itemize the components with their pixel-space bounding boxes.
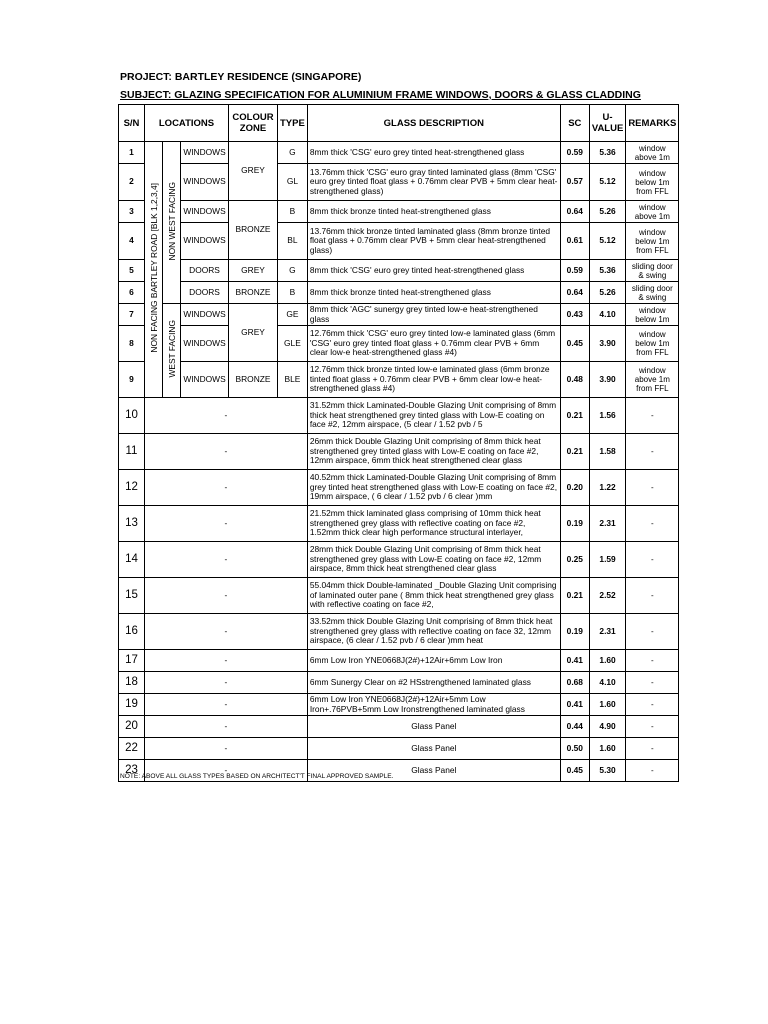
description-cell: 13.76mm thick 'CSG' euro gray tinted laminated glass (8mm 'CSG' euro grey tinted float glass + 0.76mm clear PVB + 5mm clear heat-strengthened glass) — [307, 164, 560, 201]
sc-cell: 0.43 — [560, 304, 589, 326]
table-row — [119, 201, 679, 223]
table-row — [119, 694, 679, 716]
merged-dash-cell: - — [145, 578, 308, 614]
zone-cell: BRONZE — [229, 362, 278, 398]
header-u-value-line1: U- — [602, 112, 613, 123]
sn-cell: 1 — [119, 142, 145, 164]
remarks-cell: - — [626, 506, 679, 542]
remarks-cell: - — [626, 738, 679, 760]
description-cell: 6mm Low Iron YNE0668J(2#)+12Air+5mm Low Iron+.76PVB+5mm Low Ironstrengthened laminated glass — [307, 694, 560, 716]
table-row — [119, 470, 679, 506]
u-value-cell: 1.60 — [589, 738, 626, 760]
u-value-cell: 1.56 — [589, 398, 626, 434]
description-cell: 55.04mm thick Double-laminated _Double Glazing Unit comprising of laminated outer pane ( 8mm thick heat strengthened grey glass with reflective coating on face #2, — [307, 578, 560, 614]
location-cell: WINDOWS — [181, 304, 229, 326]
u-value-cell: 4.10 — [589, 672, 626, 694]
sn-cell: 12 — [119, 470, 145, 506]
sc-cell: 0.19 — [560, 614, 589, 650]
sc-cell: 0.59 — [560, 142, 589, 164]
description-cell: 8mm thick bronze tinted heat-strengthened glass — [307, 201, 560, 223]
remarks-cell: - — [626, 614, 679, 650]
sc-cell: 0.20 — [560, 470, 589, 506]
description-cell: 31.52mm thick Laminated-Double Glazing Unit comprising of 8mm thick heat strengthened grey tinted glass with Low-E coating on face #2, 12mm airspace, (5 clear / 1.52 pvb / 5 — [307, 398, 560, 434]
remarks-cell: sliding door & swing — [626, 282, 679, 304]
description-cell: 21.52mm thick laminated glass comprising of 10mm thick heat strengthened grey glass with reflective coating on face #2, 1.52mm thick clear high performance structural interlayer, — [307, 506, 560, 542]
sc-cell: 0.45 — [560, 760, 589, 782]
merged-dash-cell: - — [145, 434, 308, 470]
description-cell: 40.52mm thick Laminated-Double Glazing Unit comprising of 8mm grey tinted heat strengthened glass with Low-E coating on face #2, 19mm airspace, ( 6 clear / 1.52 pvb / 6 clear )mm — [307, 470, 560, 506]
u-value-cell: 5.30 — [589, 760, 626, 782]
remarks-cell: - — [626, 650, 679, 672]
sc-cell: 0.19 — [560, 506, 589, 542]
sc-cell: 0.48 — [560, 362, 589, 398]
merged-dash-cell: - — [145, 716, 308, 738]
description-cell: 6mm Low Iron YNE0668J(2#)+12Air+6mm Low Iron — [307, 650, 560, 672]
type-cell: BLE — [278, 362, 308, 398]
sn-cell: 14 — [119, 542, 145, 578]
description-cell: Glass Panel — [307, 738, 560, 760]
location-cell: WINDOWS — [181, 164, 229, 201]
type-cell: GLE — [278, 326, 308, 362]
u-value-cell: 1.59 — [589, 542, 626, 578]
header-type: TYPE — [278, 105, 308, 142]
sc-cell: 0.21 — [560, 398, 589, 434]
u-value-cell: 4.10 — [589, 304, 626, 326]
header-sn: S/N — [119, 105, 145, 142]
sc-cell: 0.25 — [560, 542, 589, 578]
zone-cell: GREY — [229, 260, 278, 282]
remarks-cell: window below 1m from FFL — [626, 326, 679, 362]
header-glass-description: GLASS DESCRIPTION — [307, 105, 560, 142]
description-cell: 6mm Sunergy Clear on #2 HSstrengthened laminated glass — [307, 672, 560, 694]
description-cell: 33.52mm thick Double Glazing Unit comprising of 8mm thick heat strengthened grey glass with reflective coating on face 32, 12mm airspace, (6 clear / 1.52 pvb / 6 clear )mm heat — [307, 614, 560, 650]
location-cell: WINDOWS — [181, 223, 229, 260]
merged-dash-cell: - — [145, 760, 308, 782]
description-cell: 8mm thick 'CSG' euro grey tinted heat-strengthened glass — [307, 260, 560, 282]
sc-cell: 0.41 — [560, 694, 589, 716]
header-colour-zone-line1: COLOUR — [232, 112, 274, 123]
remarks-cell: - — [626, 398, 679, 434]
header-locations: LOCATIONS — [145, 105, 229, 142]
description-cell: Glass Panel — [307, 716, 560, 738]
sc-cell: 0.59 — [560, 260, 589, 282]
sn-cell: 5 — [119, 260, 145, 282]
description-cell: 28mm thick Double Glazing Unit comprising of 8mm thick heat strengthened grey glass with Low-E coating on face #2, 12mm airspace, 8mm thick heat strengthened clear glass — [307, 542, 560, 578]
sn-cell: 7 — [119, 304, 145, 326]
table-row — [119, 398, 679, 434]
sc-cell: 0.57 — [560, 164, 589, 201]
sn-cell: 19 — [119, 694, 145, 716]
merged-dash-cell: - — [145, 672, 308, 694]
remarks-cell: window above 1m — [626, 201, 679, 223]
sn-cell: 20 — [119, 716, 145, 738]
merged-dash-cell: - — [145, 614, 308, 650]
table-row — [119, 738, 679, 760]
merged-dash-cell: - — [145, 650, 308, 672]
sn-cell: 17 — [119, 650, 145, 672]
zone-cell: BRONZE — [229, 282, 278, 304]
sc-cell: 0.61 — [560, 223, 589, 260]
zone-cell: GREY — [229, 142, 278, 201]
table-row — [119, 506, 679, 542]
header-remarks: REMARKS — [626, 105, 679, 142]
sn-cell: 4 — [119, 223, 145, 260]
type-cell: G — [278, 142, 308, 164]
zone-cell: BRONZE — [229, 201, 278, 260]
sc-cell: 0.64 — [560, 282, 589, 304]
table-row — [119, 650, 679, 672]
u-value-cell: 1.58 — [589, 434, 626, 470]
remarks-cell: - — [626, 578, 679, 614]
remarks-cell: - — [626, 434, 679, 470]
location-cell: WINDOWS — [181, 326, 229, 362]
sn-cell: 2 — [119, 164, 145, 201]
sn-cell: 10 — [119, 398, 145, 434]
merged-dash-cell: - — [145, 738, 308, 760]
merged-dash-cell: - — [145, 542, 308, 578]
remarks-cell: - — [626, 760, 679, 782]
merged-dash-cell: - — [145, 506, 308, 542]
header-colour-zone — [229, 105, 278, 142]
location-cell: WINDOWS — [181, 142, 229, 164]
table-row — [119, 362, 679, 398]
u-value-cell: 3.90 — [589, 362, 626, 398]
table-row — [119, 614, 679, 650]
sc-cell: 0.64 — [560, 201, 589, 223]
u-value-cell: 5.26 — [589, 282, 626, 304]
remarks-cell: sliding door & swing — [626, 260, 679, 282]
remarks-cell: window above 1m — [626, 142, 679, 164]
table-row — [119, 223, 679, 260]
type-cell: B — [278, 201, 308, 223]
subject-title: SUBJECT: GLAZING SPECIFICATION FOR ALUMINIUM FRAME WINDOWS, DOORS & GLASS CLADDING — [120, 89, 641, 101]
u-value-cell: 2.31 — [589, 506, 626, 542]
sn-cell: 9 — [119, 362, 145, 398]
table-row — [119, 716, 679, 738]
location-cell: WINDOWS — [181, 201, 229, 223]
remarks-cell: window below 1m from FFL — [626, 164, 679, 201]
header-u-value — [589, 105, 626, 142]
table-row — [119, 542, 679, 578]
merged-dash-cell: - — [145, 470, 308, 506]
remarks-cell: window below 1m from FFL — [626, 223, 679, 260]
merged-dash-cell: - — [145, 398, 308, 434]
u-value-cell: 1.22 — [589, 470, 626, 506]
description-cell: 8mm thick bronze tinted heat-strengthened glass — [307, 282, 560, 304]
u-value-cell: 5.12 — [589, 223, 626, 260]
description-cell: 8mm thick 'AGC' sunergy grey tinted low-e heat-strengthened glass — [307, 304, 560, 326]
sc-cell: 0.21 — [560, 578, 589, 614]
remarks-cell: - — [626, 716, 679, 738]
description-cell: Glass Panel — [307, 760, 560, 782]
sn-cell: 23 — [119, 760, 145, 782]
type-cell: B — [278, 282, 308, 304]
table-row — [119, 142, 679, 164]
u-value-cell: 1.60 — [589, 694, 626, 716]
u-value-cell: 5.12 — [589, 164, 626, 201]
sc-cell: 0.44 — [560, 716, 589, 738]
u-value-cell: 5.26 — [589, 201, 626, 223]
sc-cell: 0.41 — [560, 650, 589, 672]
table-row — [119, 672, 679, 694]
table-row — [119, 578, 679, 614]
sc-cell: 0.50 — [560, 738, 589, 760]
header-sc: SC — [560, 105, 589, 142]
type-cell: G — [278, 260, 308, 282]
table-row — [119, 164, 679, 201]
description-cell: 13.76mm thick bronze tinted laminated glass (8mm bronze tinted float glass + 0.76mm clear PVB + 5mm clear heat-strengthened glass) — [307, 223, 560, 260]
sn-cell: 3 — [119, 201, 145, 223]
header-row — [119, 105, 679, 142]
group-label-outer: NON FACING BARTLEY ROAD [BLK 1,2,3,4] — [145, 142, 163, 398]
table-row — [119, 304, 679, 326]
location-cell: DOORS — [181, 282, 229, 304]
remarks-cell: - — [626, 672, 679, 694]
sn-cell: 11 — [119, 434, 145, 470]
table-row — [119, 282, 679, 304]
u-value-cell: 2.31 — [589, 614, 626, 650]
u-value-cell: 4.90 — [589, 716, 626, 738]
sn-cell: 6 — [119, 282, 145, 304]
sn-cell: 22 — [119, 738, 145, 760]
u-value-cell: 3.90 — [589, 326, 626, 362]
remarks-cell: - — [626, 470, 679, 506]
group-label-non-west: NON WEST FACING — [163, 142, 181, 304]
sn-cell: 13 — [119, 506, 145, 542]
description-cell: 12.76mm thick bronze tinted low-e laminated glass (6mm bronze tinted float glass + 0.76mm clear PVB + 6mm clear low-e heat-strengthened glass #4) — [307, 362, 560, 398]
header-colour-zone-line2: ZONE — [239, 123, 267, 134]
table-row — [119, 434, 679, 470]
sc-cell: 0.68 — [560, 672, 589, 694]
sc-cell: 0.45 — [560, 326, 589, 362]
u-value-cell: 1.60 — [589, 650, 626, 672]
location-cell: WINDOWS — [181, 362, 229, 398]
table-row — [119, 326, 679, 362]
type-cell: GL — [278, 164, 308, 201]
footnote: NOTE: ABOVE ALL GLASS TYPES BASED ON ARCHITECT'T FINAL APPROVED SAMPLE. — [120, 773, 394, 780]
description-cell: 26mm thick Double Glazing Unit comprising of 8mm thick heat strengthened grey tinted glass with Low-E coating on face #2, 12mm airspace, 6mm thick heat strengthened clear glass — [307, 434, 560, 470]
remarks-cell: window above 1m from FFL — [626, 362, 679, 398]
sn-cell: 8 — [119, 326, 145, 362]
u-value-cell: 2.52 — [589, 578, 626, 614]
u-value-cell: 5.36 — [589, 142, 626, 164]
remarks-cell: - — [626, 542, 679, 578]
table-row — [119, 260, 679, 282]
sn-cell: 16 — [119, 614, 145, 650]
sn-cell: 15 — [119, 578, 145, 614]
zone-cell: GREY — [229, 304, 278, 362]
header-u-value-line2: VALUE — [591, 123, 624, 134]
sc-cell: 0.21 — [560, 434, 589, 470]
project-title: PROJECT: BARTLEY RESIDENCE (SINGAPORE) — [120, 71, 362, 83]
sn-cell: 18 — [119, 672, 145, 694]
u-value-cell: 5.36 — [589, 260, 626, 282]
description-cell: 12.76mm thick 'CSG' euro grey tinted low-e laminated glass (6mm 'CSG' euro grey tinted float glass + 0.76mm clear PVB + 6mm clear low-e heat-strengthened glass #4) — [307, 326, 560, 362]
type-cell: GE — [278, 304, 308, 326]
location-cell: DOORS — [181, 260, 229, 282]
type-cell: BL — [278, 223, 308, 260]
glazing-spec-table — [118, 104, 679, 782]
group-label-west: WEST FACING — [163, 304, 181, 398]
remarks-cell: window below 1m — [626, 304, 679, 326]
merged-dash-cell: - — [145, 694, 308, 716]
remarks-cell: - — [626, 694, 679, 716]
description-cell: 8mm thick 'CSG' euro grey tinted heat-strengthened glass — [307, 142, 560, 164]
